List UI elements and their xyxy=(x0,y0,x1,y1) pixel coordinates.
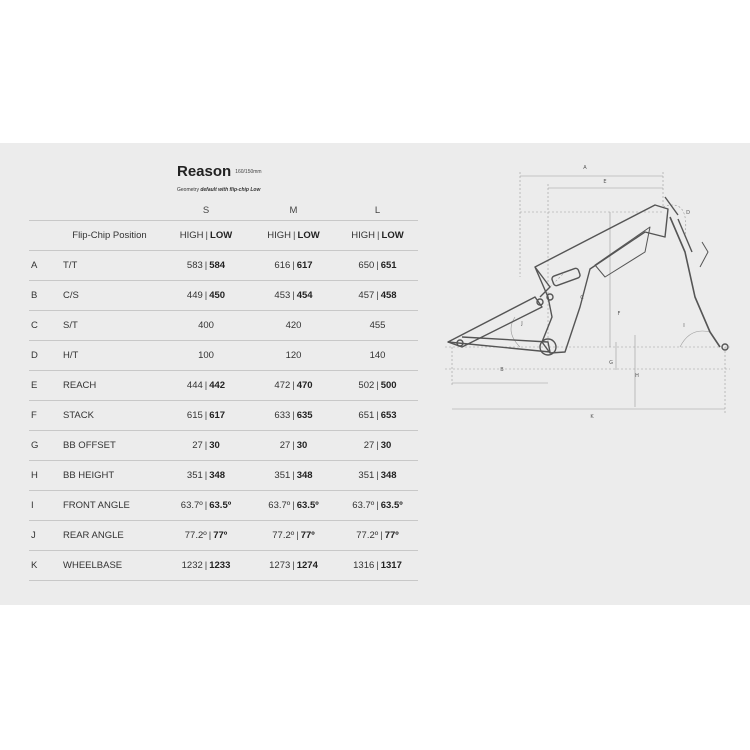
high-value: 616 xyxy=(274,260,291,271)
flip-high: HIGH xyxy=(267,230,292,241)
header-spacer xyxy=(29,201,57,221)
value-cell-s: 449 | 450 xyxy=(162,281,250,311)
low-value: 30 xyxy=(209,440,220,451)
low-value: 470 xyxy=(296,380,313,391)
low-value: 30 xyxy=(380,440,392,451)
table-row xyxy=(29,521,418,551)
table-row xyxy=(29,491,418,521)
diagram-labels xyxy=(500,165,690,420)
flip-high: HIGH xyxy=(179,230,204,241)
low-value: 617 xyxy=(296,260,313,271)
high-value: 583 xyxy=(186,260,203,271)
high-value: 650 xyxy=(358,260,375,271)
low-value: 1317 xyxy=(380,560,402,571)
low-value: 450 xyxy=(209,290,226,301)
row-letter: K xyxy=(29,551,57,581)
low-value: 651 xyxy=(380,260,397,271)
row-letter: B xyxy=(29,281,57,311)
size-header-m: M xyxy=(289,205,298,216)
table-row xyxy=(29,431,418,461)
high-value: 472 xyxy=(274,380,291,391)
high-value: 27 xyxy=(279,440,291,451)
size-header-row xyxy=(29,201,418,221)
table-row xyxy=(29,401,418,431)
flip-chip-row xyxy=(29,221,418,251)
value-cell-l: 651 | 653 xyxy=(337,401,418,431)
single-value: 120 xyxy=(285,350,302,361)
low-value: 617 xyxy=(209,410,226,421)
low-value: 348 xyxy=(209,470,226,481)
high-value: 77.2º xyxy=(356,530,379,541)
value-cell-m: 77.2º | 77º xyxy=(250,521,337,551)
value-cell-s: 1232 | 1233 xyxy=(162,551,250,581)
flip-chip-l: HIGH | LOW xyxy=(337,221,418,251)
value-cell-l: 77.2º | 77º xyxy=(337,521,418,551)
value-cell-s: 27 | 30 xyxy=(162,431,250,461)
high-value: 27 xyxy=(363,440,375,451)
table-row xyxy=(29,281,418,311)
low-value: 348 xyxy=(380,470,397,481)
value-cell-l xyxy=(337,311,418,341)
value-cell-m: 633 | 635 xyxy=(250,401,337,431)
high-value: 63.7º xyxy=(268,500,291,511)
label-e: E xyxy=(603,179,607,185)
high-value: 77.2º xyxy=(184,530,207,541)
row-letter: F xyxy=(29,401,57,431)
high-value: 633 xyxy=(274,410,291,421)
row-name: FRONT ANGLE xyxy=(57,491,162,521)
high-value: 77.2º xyxy=(272,530,295,541)
travel-spec: 160/150mm xyxy=(235,169,262,175)
value-cell-l: 650 | 651 xyxy=(337,251,418,281)
table-row xyxy=(29,251,418,281)
row-name: STACK xyxy=(57,401,162,431)
value-cell-s: 77.2º | 77º xyxy=(162,521,250,551)
table-row xyxy=(29,311,418,341)
high-value: 453 xyxy=(274,290,291,301)
dimension-lines xyxy=(445,172,730,413)
high-value: 457 xyxy=(358,290,375,301)
single-value: 140 xyxy=(369,350,386,361)
row-letter: I xyxy=(29,491,57,521)
high-value: 351 xyxy=(186,470,203,481)
low-value: 63.5º xyxy=(296,500,319,511)
value-cell-s: 615 | 617 xyxy=(162,401,250,431)
title-block xyxy=(177,163,262,181)
value-cell-l: 1316 | 1317 xyxy=(337,551,418,581)
value-cell-s: 444 | 442 xyxy=(162,371,250,401)
single-value: 100 xyxy=(198,350,214,361)
row-letter: E xyxy=(29,371,57,401)
low-value: 442 xyxy=(209,380,226,391)
single-value: 400 xyxy=(198,320,214,331)
flip-low: LOW xyxy=(297,230,320,241)
value-cell-s xyxy=(162,341,250,371)
subtitle-emphasis: default with flip-chip Low xyxy=(200,187,261,193)
label-c: C xyxy=(580,295,584,301)
low-value: 454 xyxy=(296,290,313,301)
row-name: C/S xyxy=(57,281,162,311)
value-cell-l: 502 | 500 xyxy=(337,371,418,401)
value-cell-m xyxy=(250,311,337,341)
value-cell-m: 1273 | 1274 xyxy=(250,551,337,581)
low-value: 348 xyxy=(296,470,313,481)
size-header-l: L xyxy=(374,205,381,216)
high-value: 63.7º xyxy=(352,500,375,511)
row-letter: H xyxy=(29,461,57,491)
low-value: 30 xyxy=(296,440,308,451)
high-value: 651 xyxy=(358,410,375,421)
low-value: 653 xyxy=(380,410,397,421)
low-value: 63.5º xyxy=(209,500,232,511)
table-row xyxy=(29,551,418,581)
geometry-table xyxy=(29,201,418,581)
value-cell-m: 351 | 348 xyxy=(250,461,337,491)
row-name: BB HEIGHT xyxy=(57,461,162,491)
size-header-s: S xyxy=(202,205,210,216)
label-a: A xyxy=(583,165,587,171)
high-value: 27 xyxy=(192,440,203,451)
row-letter: A xyxy=(29,251,57,281)
row-letter: C xyxy=(29,311,57,341)
low-value: 77º xyxy=(300,530,315,541)
value-cell-m: 63.7º | 63.5º xyxy=(250,491,337,521)
high-value: 1273 xyxy=(269,560,291,571)
row-letter: G xyxy=(29,431,57,461)
single-value: 420 xyxy=(285,320,302,331)
row-letter xyxy=(29,221,57,251)
table-row xyxy=(29,341,418,371)
value-cell-l xyxy=(337,341,418,371)
row-name: S/T xyxy=(57,311,162,341)
high-value: 449 xyxy=(186,290,203,301)
value-cell-m: 453 | 454 xyxy=(250,281,337,311)
high-value: 351 xyxy=(274,470,291,481)
subtitle-prefix: Geometry xyxy=(177,187,199,193)
value-cell-l: 63.7º | 63.5º xyxy=(337,491,418,521)
value-cell-l: 27 | 30 xyxy=(337,431,418,461)
flip-low: LOW xyxy=(381,230,404,241)
high-value: 502 xyxy=(358,380,375,391)
high-value: 615 xyxy=(186,410,203,421)
label-i: I xyxy=(683,323,685,329)
row-name: WHEELBASE xyxy=(57,551,162,581)
row-name: H/T xyxy=(57,341,162,371)
value-cell-s xyxy=(162,311,250,341)
frame-outline xyxy=(448,197,728,355)
table-row xyxy=(29,461,418,491)
flip-chip-label: Flip-Chip Position xyxy=(57,221,162,251)
table-row xyxy=(29,371,418,401)
frame-geometry-diagram xyxy=(440,157,740,427)
low-value: 77º xyxy=(384,530,399,541)
low-value: 635 xyxy=(296,410,313,421)
high-value: 1316 xyxy=(353,560,375,571)
label-k: K xyxy=(590,414,594,420)
row-letter: J xyxy=(29,521,57,551)
low-value: 500 xyxy=(380,380,397,391)
value-cell-l: 351 | 348 xyxy=(337,461,418,491)
flip-high: HIGH xyxy=(351,230,376,241)
flip-chip-m: HIGH | LOW xyxy=(250,221,337,251)
label-g: G xyxy=(609,360,613,366)
label-f: F xyxy=(617,311,621,317)
low-value: 1274 xyxy=(296,560,318,571)
low-value: 1233 xyxy=(209,560,231,571)
flip-low: LOW xyxy=(210,230,233,241)
page-title: Reason xyxy=(177,163,232,180)
value-cell-s: 351 | 348 xyxy=(162,461,250,491)
header-spacer xyxy=(57,201,162,221)
high-value: 444 xyxy=(186,380,203,391)
row-name: T/T xyxy=(57,251,162,281)
row-letter: D xyxy=(29,341,57,371)
flip-chip-s: HIGH | LOW xyxy=(162,221,250,251)
single-value: 455 xyxy=(369,320,386,331)
high-value: 63.7º xyxy=(180,500,203,511)
label-h: H xyxy=(635,373,639,379)
row-name: BB OFFSET xyxy=(57,431,162,461)
value-cell-m: 472 | 470 xyxy=(250,371,337,401)
label-d: D xyxy=(686,210,690,216)
row-name: REACH xyxy=(57,371,162,401)
high-value: 351 xyxy=(358,470,375,481)
value-cell-s: 63.7º | 63.5º xyxy=(162,491,250,521)
low-value: 77º xyxy=(213,530,228,541)
value-cell-m: 27 | 30 xyxy=(250,431,337,461)
geometry-subtitle xyxy=(177,187,260,193)
low-value: 63.5º xyxy=(380,500,403,511)
value-cell-l: 457 | 458 xyxy=(337,281,418,311)
high-value: 1232 xyxy=(181,560,203,571)
label-j: J xyxy=(521,321,523,327)
row-name: REAR ANGLE xyxy=(57,521,162,551)
value-cell-m: 616 | 617 xyxy=(250,251,337,281)
low-value: 458 xyxy=(380,290,397,301)
value-cell-m xyxy=(250,341,337,371)
low-value: 584 xyxy=(209,260,226,271)
value-cell-s: 583 | 584 xyxy=(162,251,250,281)
label-b: B xyxy=(500,367,504,373)
